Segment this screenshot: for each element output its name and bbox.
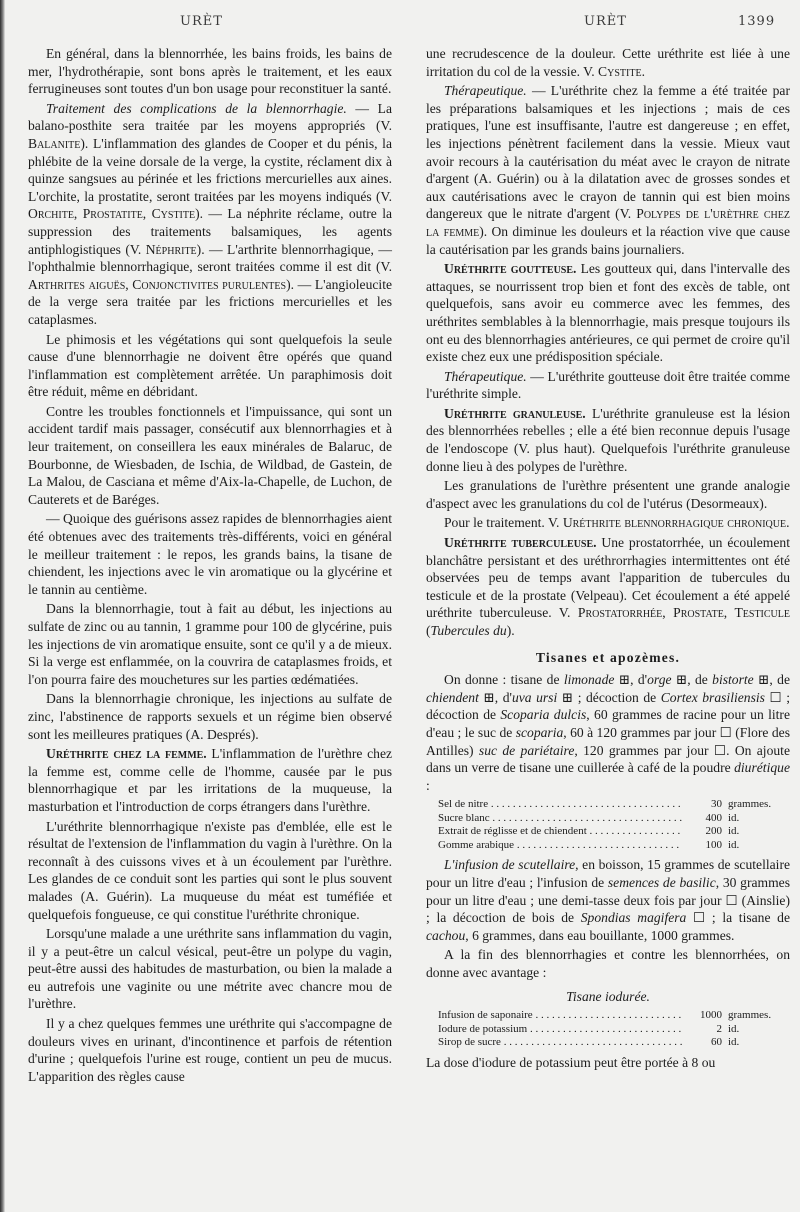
text-run: L'uréthrite granuleuse est la lésion des blennorrhées rebelles ; elle a été bien reconnue depuis l'usage de l'endoscope (V. plus haut). Quelquefois l'uréthrite granuleuse donne lieu à des polypes de l'urèthre. <box>426 405 790 474</box>
ingredient-unit: id. <box>728 1036 740 1049</box>
ingredient-quantity: 2 <box>716 1022 722 1035</box>
entry-heading: Uréthrite goutteuse. <box>444 261 577 277</box>
cross-reference: Cystite <box>598 63 642 79</box>
ingredient-quantity: 30 <box>711 798 722 811</box>
page-number: 1399 <box>738 14 776 29</box>
paragraph <box>426 45 790 80</box>
paragraph <box>28 510 392 598</box>
section-title <box>426 649 790 667</box>
text-run: , 60 grammes de racine pour un litre d'eau ; le suc de <box>426 707 790 740</box>
paragraph <box>28 925 392 1013</box>
prescription-row <box>438 1009 790 1023</box>
text-run: ). — La néphrite réclame, outre la suppression des traitements balsamiques, les agents antiphlogistiques (V. <box>28 206 392 257</box>
text-run: ⊞ ; décoction de <box>557 689 661 705</box>
left-column <box>28 45 392 1085</box>
text-run: ). On diminue les douleurs et la réaction vive que cause la cautérisation par les grands bains journaliers. <box>426 223 790 257</box>
text-run: — L'uréthrite goutteuse doit être traitée comme l'uréthrite simple. <box>426 368 790 402</box>
paragraph <box>426 368 790 403</box>
running-header-right: URÈT <box>584 14 627 29</box>
paragraph <box>426 534 790 640</box>
ingredient-unit: id. <box>728 811 740 824</box>
ingredient-unit: id. <box>728 825 740 838</box>
text-run: uva ursi <box>511 689 558 705</box>
text-run: , 120 grammes par jour ☐. On ajoute dans un verre de tisane une cuillerée à café de la poudre <box>426 742 790 776</box>
text-run: cachou <box>426 927 466 943</box>
text-run: ⊞, d' <box>614 672 648 688</box>
text-run: ( <box>426 623 431 638</box>
text-run: Lorsqu'une malade a une uréthrite sans inflammation du vagin, il y a peut-être un calcul vésical, peut-être un polype du vagin, peut-être aussi des habitudes de masturbation, ou bien la malade a eu autrefois une vaginite ou une métrite avec chancre mou de l'urèthre. <box>28 926 392 1012</box>
cross-reference: Orchite, Prostatite, Cystite <box>28 206 196 222</box>
text-run: Tisane iodurée. <box>566 988 650 1004</box>
ingredient-quantity: 400 <box>705 811 722 824</box>
paragraph <box>28 690 392 743</box>
text-run: Dans la blennorrhagie chronique, les injections au sulfate de zinc, l'abstinence de rapports sexuels et un régime bien observé sont les meilleures pratiques (A. Després). <box>28 691 392 742</box>
text-run: Pour le traitement. V. <box>444 515 563 531</box>
paragraph <box>28 600 392 688</box>
prescription-list <box>438 798 790 852</box>
cross-reference: Balanite <box>28 135 81 151</box>
text-run: L'uréthrite blennorrhagique n'existe pas d'emblée, elle est le résultat de l'extension de l'inflammation du vagin à l'urèthre. On la reconnaît à des cuissons vives et à un écoulement par l'urèthre. Les glandes de ce conduit sont les parties qui sont le plus souvent malades (A. Guérin). La muqueuse du méat est tuméfiée et quelquefois fongueuse, ce qui constitue l'uréthrite chronique. <box>28 818 392 922</box>
paragraph <box>426 856 790 944</box>
text-run: scoparia <box>515 724 564 740</box>
text-run: ⊞, de <box>753 672 790 688</box>
text-run: Tisanes et apozèmes. <box>535 649 681 665</box>
text-run: semences de basilic <box>607 874 716 890</box>
text-run: ). L'inflammation des glandes de Cooper et du pénis, la phlébite de la veine dorsale de la verge, la cystite, réclament dix à quinze sangsues au périnée et les frictions mercurielles aux aines. L'orchite, la prostatite, seront traitées par les moyens indiqués (V. <box>28 135 392 204</box>
text-run: Dans la blennorrhagie, tout à fait au début, les injections au sulfate de zinc ou au tannin, 1 gramme pour 100 de glycérine, puis les injections de vin aromatique ensuite, sont ce qu'il y a de mieux. Si la verge est enflammée, on la couvrira de cataplasmes froids, et l'on pourra faire des mouchetures sur les parties œdématiées. <box>28 601 392 687</box>
prescription-row <box>438 1023 790 1037</box>
page-binding-edge <box>0 0 5 1212</box>
text-run: A la fin des blennorrhagies et contre les blennorrhées, on donne avec avantage : <box>426 947 790 980</box>
text-run: ⊞, de <box>671 672 713 688</box>
text-run: Contre les troubles fonctionnels et l'impuissance, qui sont un accident tardif mais passager, consécutif aux blennorrhagies et à leur traitement, on conseillera les eaux minérales de Balaruc, de Bourbonne, de Wiesbaden, de Ischia, de Wildbad, de Gastein, de La Malou, de Casciana et même d'Aix-la-Chapelle, de Luchon, de Cauterets et de Baréges. <box>28 403 392 507</box>
text-run: orge <box>647 672 672 688</box>
text-run: suc de pariétaire <box>478 742 575 758</box>
text-run: chiendent <box>426 689 479 705</box>
text-run: La dose d'iodure de potassium peut être portée à 8 ou <box>426 1054 716 1070</box>
entry-heading: Uréthrite chez la femme. <box>46 746 207 762</box>
running-header-left: URÈT <box>180 14 223 29</box>
ingredient-name: Infusion de saponaire . . . <box>438 1009 682 1023</box>
text-run: — L'uréthrite chez la femme a été traitée par les préparations balsamiques et les injections ; mais de ces pratiques, l'une est insuffisante, l'autre est dangereuse ; en effet, les injections pénètrent facilement dans la vessie. Mieux vaut avoir recours à la cautérisation du méat avec le crayon de nitrate d'argent (A. Guérin) ou à la dilatation avec de grosses sondes et aux cautérisations avec le crayon de tannin qui est bien moins dangereux que le nitrate d'argent (V. <box>426 83 790 222</box>
text-run: L'inflammation de l'urèthre chez la femme est, comme celle de l'homme, causée par le pus blennorrhagique et par les irritations de la muqueuse, la masturbation et l'introduction de corps étrangers dans l'urèthre. <box>28 746 393 814</box>
paragraph <box>28 403 392 509</box>
text-run: ). <box>506 623 515 638</box>
text-run: ). — L'arthrite blennorrhagique, — l'ophthalmie blennorrhagique, seront traitées comme il est dit (V. <box>28 241 392 275</box>
ingredient-unit: id. <box>728 1022 740 1035</box>
ingredient-quantity: 1000 <box>700 1009 722 1022</box>
cross-reference: Prostatorrhée, Prostate, Testicule <box>577 605 790 621</box>
text-run: L'infusion de scutellaire <box>444 857 576 873</box>
paragraph <box>426 477 790 512</box>
prescription-row <box>438 798 790 812</box>
text-run: Il y a chez quelques femmes une uréthrite qui s'accompagne de douleurs vives en urinant, d'incontinence et parfois de rétention d'urine ; quelquefois l'urine est rouge, contient un peu de mucus. L'apparition des règles cause <box>28 1016 392 1084</box>
paragraph <box>28 745 392 815</box>
text-run: , 30 grammes pour un litre d'eau ; une demi-tasse deux fois par jour ☐ (Ainslie) ; la décoction de bois de <box>426 874 790 926</box>
cross-reference: Arthrites aiguës, Conjonctivites purulentes <box>28 276 287 292</box>
text-run: Spondias magifera <box>580 910 687 926</box>
paragraph <box>426 1054 790 1072</box>
text-run: , en boisson, 15 grammes de scutellaire pour un litre d'eau ; l'infusion de <box>426 857 791 890</box>
paragraph <box>426 671 790 794</box>
paragraph <box>426 260 790 366</box>
paragraph <box>426 405 790 475</box>
ingredient-quantity: 100 <box>705 838 722 851</box>
text-run: , 6 grammes, dans eau bouillante, 1000 grammes. <box>465 927 735 943</box>
prescription-row <box>438 839 790 853</box>
ingredient-name: Iodure de potassium . . . <box>438 1023 682 1037</box>
text-run: ⊞, d' <box>478 689 512 705</box>
prescription-row <box>438 812 790 826</box>
prescription-row <box>438 1036 790 1050</box>
text-run: Les granulations de l'urèthre présentent une grande analogie d'aspect avec les granulations du col de l'utérus (Desormeaux). <box>426 478 790 511</box>
ingredient-name: Sucre blanc . . . <box>438 812 682 826</box>
text-run: diurétique <box>734 760 790 776</box>
cross-reference: Uréthrite blennorrhagique chronique <box>562 515 787 531</box>
text-run: . <box>641 63 645 79</box>
ingredient-name: Gomme arabique . . . <box>438 839 682 853</box>
paragraph <box>426 946 790 981</box>
ingredient-name: Extrait de réglisse et de chiendent . . . <box>438 825 682 839</box>
prescription-list <box>438 1009 790 1050</box>
right-column <box>426 45 790 1071</box>
text-run: bistorte <box>712 672 754 688</box>
ingredient-name: Sel de nitre . . . <box>438 798 682 812</box>
text-run: Les goutteux qui, dans l'intervalle des attaques, se nourrissent trop bien et font des excès de table, ont quelquefois, sans avoir eu commerce avec les femmes, des uréthrites semblables à la blennorrhagie, mais presque toujours ils ont eu des blennorrhagies antérieures, ce qui permet de croire qu'il existe chez eux une prédisposition spéciale. <box>426 261 790 365</box>
entry-heading: Uréthrite granuleuse. <box>444 405 586 421</box>
text-run: Thérapeutique. <box>444 83 527 99</box>
ingredient-unit: id. <box>728 838 740 851</box>
text-run: En général, dans la blennorrhée, les bains froids, les bains de mer, l'hydrothérapie, sont bons après le traitement, et les eaux ferrugineuses sont toutes d'un bon usage pour reconstituer la santé. <box>28 46 392 97</box>
text-run: : <box>426 777 430 793</box>
ingredient-quantity: 60 <box>711 1036 722 1049</box>
text-run: — Quoique des guérisons assez rapides de blennorrhagies aient été obtenues avec des traitements très-différents, voici en général le meilleur traitement : le repos, les grands bains, la tisane de chiendent, les injections avec le vin aromatique ou la glycérine et le tannin au centième. <box>28 511 392 597</box>
ingredient-quantity: 200 <box>705 825 722 838</box>
paragraph <box>28 331 392 401</box>
paragraph <box>28 100 392 329</box>
text-run: — La balano-posthite sera traitée par les moyens appropriés (V. <box>28 100 392 134</box>
text-run: ☐ ; la tisane de <box>686 910 790 926</box>
text-run: Le phimosis et les végétations qui sont quelquefois la seule cause d'une blennorrhagie ne doivent être opérés que quand l'inflammation est complètement arrêtée. Un paraphimosis doit être réduit, même en débridant. <box>28 331 392 400</box>
section-title <box>426 988 790 1006</box>
text-run: Traitement des complications de la blennorrhagie. <box>46 100 347 116</box>
paragraph <box>426 82 790 258</box>
paragraph <box>28 1015 392 1085</box>
ingredient-unit: grammes. <box>728 1009 772 1022</box>
cross-reference: Polypes de l'urèthre chez la femme <box>426 206 790 239</box>
text-run: Thérapeutique. <box>444 368 527 384</box>
text-run: . <box>786 515 790 531</box>
text-run: ☐ ; décoction de <box>426 689 790 723</box>
paragraph <box>28 45 392 98</box>
text-run: Tubercules du <box>430 623 507 638</box>
text-run: ). — L'angioleucite de la verge sera traitée par les frictions mercurielles et les cataplasmes. <box>28 276 393 327</box>
ingredient-unit: grammes. <box>728 798 772 811</box>
text-run: , 60 à 120 grammes par jour ☐ (Flore des Antilles) <box>426 724 790 758</box>
text-run: Scoparia dulcis <box>500 707 587 723</box>
text-run: limonade <box>563 672 615 688</box>
ingredient-name: Sirop de sucre . . . <box>438 1036 682 1050</box>
cross-reference: Néphrite <box>145 241 197 257</box>
text-run: Une prostatorrhée, un écoulement blanchâtre persistant et des uréthrorrhagies intermittentes ont été observées peu de temps avant l'apparition de tubercules du testicule et de la prostate (Velpeau). Cet écoulement a été appelé uréthrite tuberculeuse. V. <box>426 535 790 621</box>
prescription-row <box>438 825 790 839</box>
text-run: Cortex brasiliensis <box>660 689 765 705</box>
text-run: une recrudescence de la douleur. Cette uréthrite est liée à une irritation du col de la vessie. V. <box>426 46 790 79</box>
paragraph <box>28 818 392 924</box>
text-run: On donne : tisane de <box>444 672 564 688</box>
paragraph <box>426 514 790 532</box>
entry-heading: Uréthrite tuberculeuse. <box>444 535 597 551</box>
